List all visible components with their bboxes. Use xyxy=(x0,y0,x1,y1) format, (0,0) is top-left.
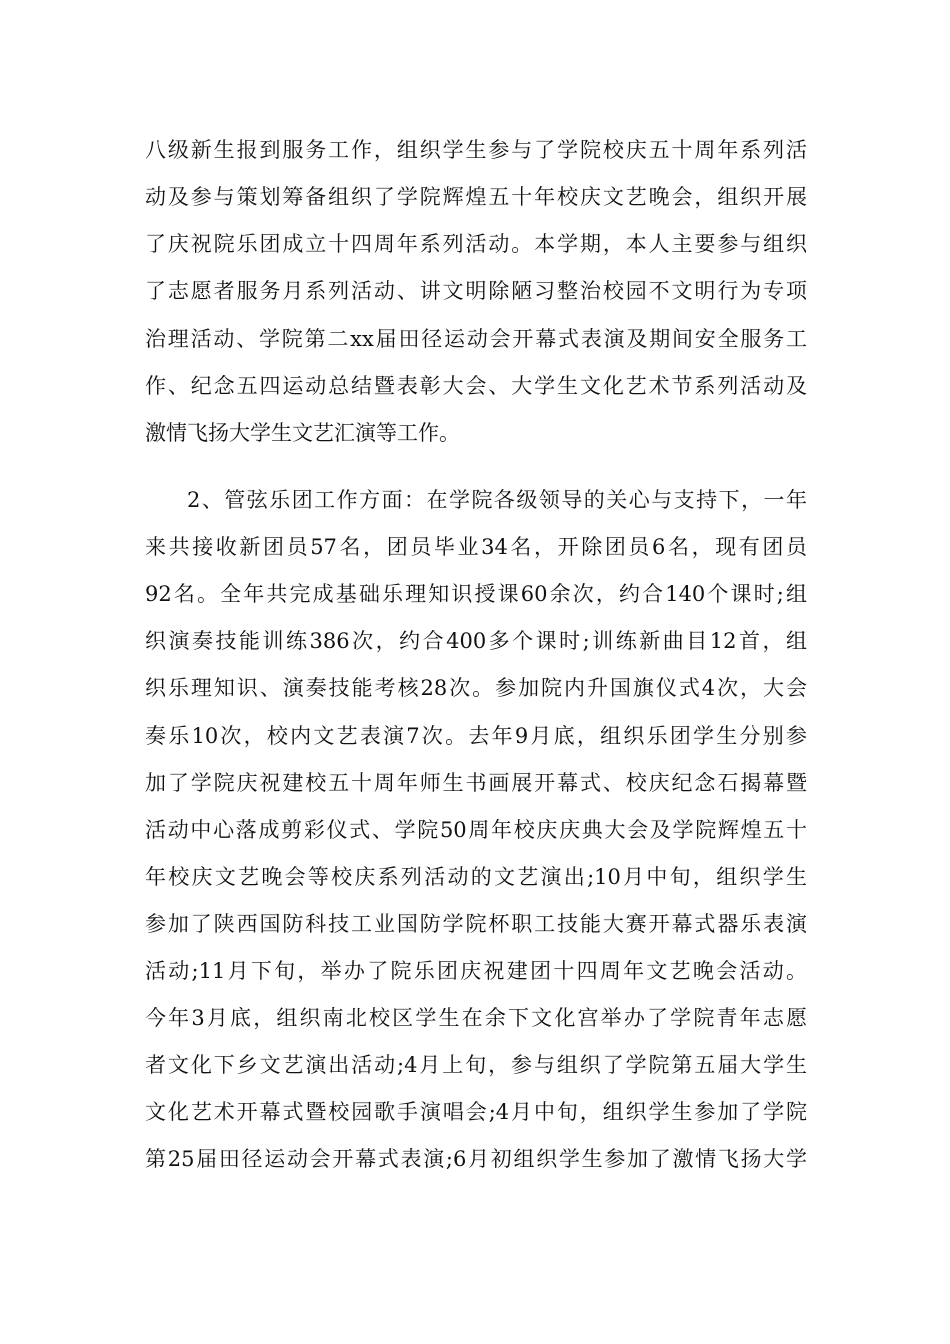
text-line: 今年3月底，组织南北校区学生在余下文化宫举办了学院青年志愿 xyxy=(145,1006,807,1030)
text-line: 年校庆文艺晚会等校庆系列活动的文艺演出;10月中旬，组织学生 xyxy=(145,865,807,889)
text-line: 第25届田径运动会开幕式表演;6月初组织学生参加了激情飞扬大学 xyxy=(145,1147,807,1171)
text-line: 作、纪念五四运动总结暨表彰大会、大学生文化艺术节系列活动及 xyxy=(145,374,807,398)
text-line: 者文化下乡文艺演出活动;4月上旬，参与组织了学院第五届大学生 xyxy=(145,1053,807,1077)
text-line: 了庆祝院乐团成立十四周年系列活动。本学期，本人主要参与组织 xyxy=(145,232,807,256)
text-line: 文化艺术开幕式暨校园歌手演唱会;4月中旬，组织学生参加了学院 xyxy=(145,1100,807,1124)
text-line: 织乐理知识、演奏技能考核28次。参加院内升国旗仪式4次，大会 xyxy=(145,676,807,700)
text-line: 激情飞扬大学生文艺汇演等工作。 xyxy=(145,421,460,445)
text-line: 加了学院庆祝建校五十周年师生书画展开幕式、校庆纪念石揭幕暨 xyxy=(145,771,807,795)
text-line: 织演奏技能训练386次，约合400多个课时;训练新曲目12首，组 xyxy=(145,629,807,653)
text-line: 奏乐10次，校内文艺表演7次。去年9月底，组织乐团学生分别参 xyxy=(145,724,807,748)
paragraph-first-line: 2、管弦乐团工作方面：在学院各级领导的关心与支持下，一年 xyxy=(187,488,807,512)
text-line: 活动;11月下旬，举办了院乐团庆祝建团十四周年文艺晚会活动。 xyxy=(145,959,807,983)
text-line: 参加了陕西国防科技工业国防学院杯职工技能大赛开幕式器乐表演 xyxy=(145,912,807,936)
text-line: 来共接收新团员57名，团员毕业34名，开除团员6名，现有团员 xyxy=(145,535,807,559)
text-line: 八级新生报到服务工作，组织学生参与了学院校庆五十周年系列活 xyxy=(145,138,807,162)
text-line: 活动中心落成剪彩仪式、学院50周年校庆庆典大会及学院辉煌五十 xyxy=(145,818,807,842)
text-line: 动及参与策划筹备组织了学院辉煌五十年校庆文艺晚会，组织开展 xyxy=(145,185,807,209)
text-line: 92名。全年共完成基础乐理知识授课60余次，约合140个课时;组 xyxy=(145,582,807,606)
text-line: 了志愿者服务月系列活动、讲文明除陋习整治校园不文明行为专项 xyxy=(145,279,807,303)
text-line: 治理活动、学院第二xx届田径运动会开幕式表演及期间安全服务工 xyxy=(145,327,807,351)
